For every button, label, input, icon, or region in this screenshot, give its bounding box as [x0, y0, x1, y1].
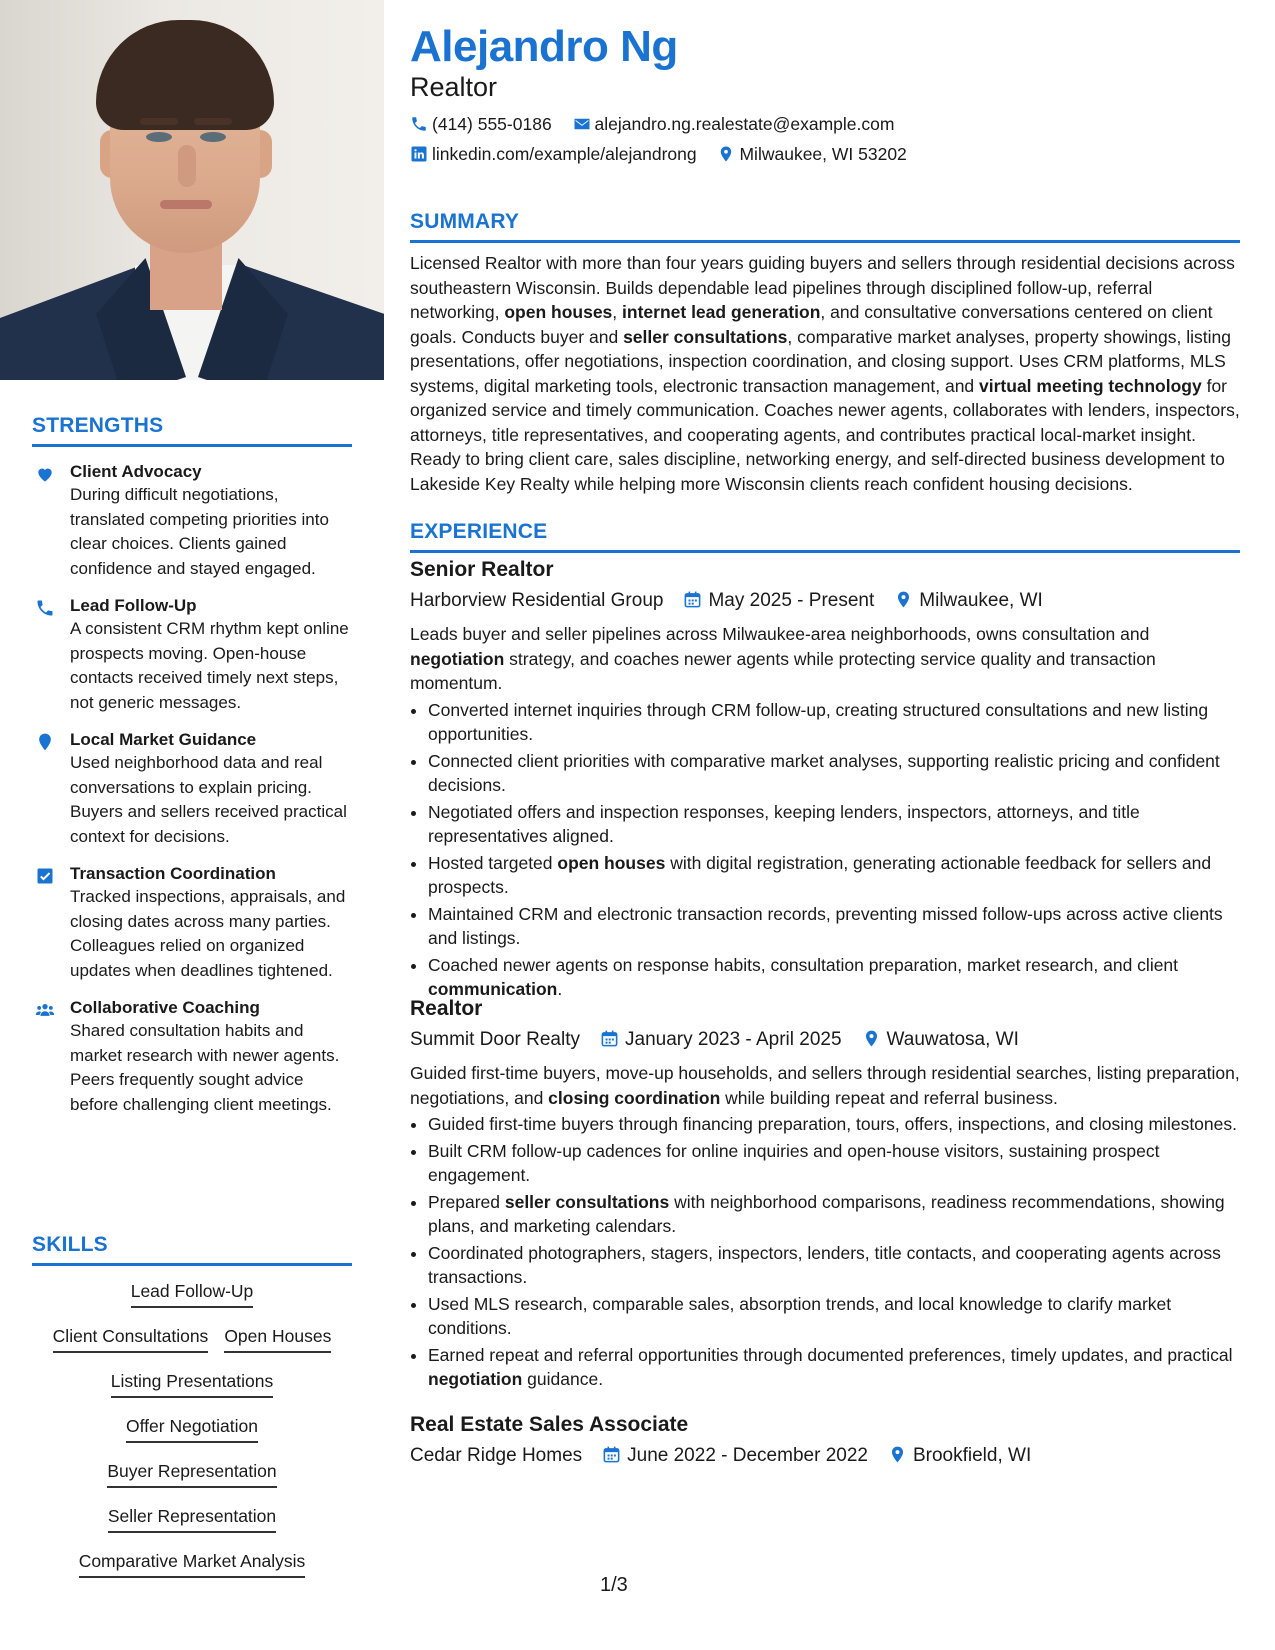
job-location: Brookfield, WI — [912, 1445, 1032, 1466]
job-title: Real Estate Sales Associate — [410, 1413, 689, 1436]
company-name: Harborview Residential Group — [410, 590, 664, 611]
text-run: Negotiated offers and inspection responses, keeping lenders, inspectors, attorneys, and title representatives aligned. — [428, 801, 1140, 846]
contact-row-1 — [410, 114, 910, 135]
strengths-list — [32, 461, 352, 1117]
bold-phrase: internet lead generation — [622, 302, 821, 322]
skill-tag: Buyer Representation — [107, 1460, 276, 1488]
bold-phrase: negotiation — [428, 1369, 523, 1389]
phone-item — [410, 114, 557, 134]
page-number: 1/3 — [600, 1574, 628, 1596]
skill-row — [32, 1460, 352, 1488]
strength-item — [32, 461, 352, 581]
bold-phrase: closing coordination — [548, 1087, 721, 1108]
strength-item — [32, 863, 352, 983]
strength-description: Used neighborhood data and real conversations to explain pricing. Buyers and sellers received practical context for decisions. — [70, 753, 347, 846]
job-location: Wauwatosa, WI — [886, 1029, 1019, 1050]
job-title: Senior Realtor — [410, 558, 554, 581]
text-run: Earned repeat and referral opportunities through documented preferences, timely updates, and practical — [428, 1344, 1233, 1365]
text-run: Built CRM follow-up cadences for online inquiries and open-house visitors, sustaining prospect engagement. — [428, 1140, 1160, 1185]
job-description — [410, 1061, 1240, 1110]
skill-row — [32, 1325, 352, 1353]
map-pin-icon — [717, 145, 735, 163]
skill-tag: Seller Representation — [108, 1505, 276, 1533]
list-item — [428, 1112, 1240, 1137]
skill-row — [32, 1415, 352, 1443]
job-dates: May 2025 - Present — [708, 590, 875, 611]
list-item — [428, 749, 1240, 798]
calendar-icon — [602, 1445, 621, 1464]
job-dates: June 2022 - December 2022 — [627, 1445, 868, 1466]
location-text: Milwaukee, WI 53202 — [739, 144, 907, 164]
sidebar — [0, 0, 384, 1650]
job-bullets — [410, 1112, 1240, 1392]
bold-phrase: communication — [428, 979, 558, 999]
text-run: Used MLS research, comparable sales, absorption trends, and local knowledge to clarify market conditions. — [428, 1293, 1172, 1338]
map-pin-icon — [888, 1445, 907, 1464]
candidate-role: Realtor — [410, 72, 498, 102]
text-run: , and consultative conversations centered on client goals. Conducts buyer and — [410, 302, 1213, 347]
strength-title: Lead Follow-Up — [70, 596, 197, 615]
job-dates: January 2023 - April 2025 — [625, 1029, 842, 1050]
experience-divider — [410, 550, 1240, 553]
job-meta — [410, 1029, 1240, 1051]
strength-title: Collaborative Coaching — [70, 998, 260, 1017]
list-item — [428, 851, 1240, 900]
text-run: with digital registration, generating actionable feedback for sellers and prospects. — [428, 852, 1212, 897]
checkbox-icon — [35, 866, 55, 886]
text-run: Converted internet inquiries through CRM follow-up, creating structured consultations and new listing opportunities. — [428, 699, 1209, 744]
job-entry — [410, 1413, 1240, 1467]
text-run: Guided first-time buyers, move-up households, and sellers through residential searches, listing preparation, negotiations, and — [410, 1063, 1240, 1108]
map-pin-icon — [35, 732, 55, 752]
skill-row — [32, 1505, 352, 1533]
list-item — [428, 1343, 1240, 1392]
skill-row — [32, 1550, 352, 1578]
strength-description: Tracked inspections, appraisals, and closing dates across many parties. Colleagues relied on organized updates when deadlines tightened. — [70, 887, 346, 980]
strength-description: A consistent CRM rhythm kept online prospects moving. Open-house contacts received timely next steps, not generic messages. — [70, 619, 349, 712]
skills-section — [32, 1233, 352, 1595]
text-run: strategy, and coaches newer agents while protecting service quality and transaction momentum. — [410, 648, 1156, 693]
bold-phrase: seller consultations — [623, 326, 788, 347]
company-name: Cedar Ridge Homes — [410, 1445, 583, 1466]
text-run: Licensed Realtor with more than four years guiding buyers and sellers through residential decisions across southeastern Wisconsin. Builds dependable lead pipelines through disciplined follow-up, referral networking, — [410, 253, 1235, 322]
job-location: Milwaukee, WI — [919, 590, 1043, 611]
phone-icon — [410, 115, 428, 133]
profile-photo — [0, 0, 384, 380]
email-text[interactable]: alejandro.ng.realestate@example.com — [594, 114, 895, 134]
job-title: Realtor — [410, 997, 483, 1020]
phone-icon — [35, 598, 55, 618]
skill-row — [32, 1370, 352, 1398]
strengths-title: STRENGTHS — [32, 414, 164, 437]
skills-title: SKILLS — [32, 1233, 108, 1256]
strength-title: Transaction Coordination — [70, 864, 276, 883]
text-run: while building repeat and referral business. — [720, 1087, 1058, 1108]
experience-title: EXPERIENCE — [410, 520, 548, 543]
calendar-icon — [683, 590, 702, 609]
text-run: Hosted targeted — [428, 852, 558, 873]
strength-title: Local Market Guidance — [70, 730, 257, 749]
list-item — [428, 698, 1240, 747]
map-pin-icon — [862, 1029, 881, 1048]
bold-phrase: seller consultations — [504, 1191, 670, 1212]
skill-tag: Client Consultations — [53, 1325, 209, 1353]
text-run: , — [612, 302, 623, 322]
text-run: . — [557, 979, 563, 999]
strength-description: During difficult negotiations, translated competing priorities into clear choices. Clients gained confidence and stayed engaged. — [70, 485, 329, 578]
skill-tag: Listing Presentations — [111, 1370, 273, 1398]
strength-description: Shared consultation habits and market research with newer agents. Peers frequently sought advice before challenging client meetings. — [70, 1021, 340, 1114]
list-item — [428, 1292, 1240, 1341]
users-icon — [35, 1000, 55, 1020]
text-run: Leads buyer and seller pipelines across Milwaukee-area neighborhoods, owns consultation and — [410, 624, 1150, 644]
candidate-name: Alejandro Ng — [410, 22, 678, 71]
skills-list — [32, 1280, 352, 1578]
text-run: for organized service and timely communication. Coaches newer agents, collaborates with lenders, inspectors, attorneys, title representatives, and cooperating agents, and contributes practical local-market insight. Ready to bring client care, sales discipline, networking energy, and self-directed business development to Lakeside Key Realty while helping more Wisconsin clients reach confident housing decisions. — [410, 375, 1240, 494]
list-item — [428, 1241, 1240, 1290]
job-entry — [410, 558, 1240, 1004]
text-run: Guided first-time buyers through financing preparation, tours, offers, inspections, and closing milestones. — [428, 1114, 1237, 1134]
text-run: Connected client priorities with comparative market analyses, supporting realistic pricing and confident decisions. — [428, 750, 1220, 795]
map-pin-icon — [894, 590, 913, 609]
job-entry — [410, 997, 1240, 1394]
calendar-icon — [600, 1029, 619, 1048]
job-description — [410, 622, 1240, 696]
strength-item — [32, 729, 352, 849]
job-meta — [410, 590, 1240, 612]
skill-row — [32, 1280, 352, 1308]
skill-tag: Open Houses — [224, 1325, 331, 1353]
linkedin-text[interactable]: linkedin.com/example/alejandrong — [432, 144, 697, 164]
summary-divider — [410, 240, 1240, 243]
summary-section — [410, 210, 1240, 496]
linkedin-item — [410, 144, 701, 164]
strengths-divider — [32, 444, 352, 447]
strength-item — [32, 595, 352, 715]
heart-icon — [35, 464, 55, 484]
bold-phrase: negotiation — [410, 648, 505, 669]
job-bullets — [410, 698, 1240, 1002]
list-item — [428, 902, 1240, 951]
summary-title: SUMMARY — [410, 210, 520, 233]
company-name: Summit Door Realty — [410, 1029, 580, 1050]
list-item — [428, 953, 1240, 1002]
text-run: Prepared — [428, 1191, 505, 1212]
list-item — [428, 1139, 1240, 1188]
strength-item — [32, 997, 352, 1117]
strengths-section — [32, 414, 352, 1117]
list-item — [428, 800, 1240, 849]
list-item — [428, 1190, 1240, 1239]
contact-row-2 — [410, 144, 923, 165]
location-item — [717, 144, 906, 164]
skill-tag: Lead Follow-Up — [131, 1280, 254, 1308]
text-run: Coordinated photographers, stagers, inspectors, lenders, title contacts, and cooperating agents across transactions. — [428, 1242, 1221, 1287]
summary-text — [410, 251, 1240, 496]
text-run: guidance. — [522, 1369, 604, 1389]
bold-phrase: virtual meeting technology — [979, 375, 1202, 396]
text-run: Maintained CRM and electronic transaction records, preventing missed follow-ups across active clients and listings. — [428, 903, 1223, 948]
skill-tag: Offer Negotiation — [126, 1415, 258, 1443]
skills-divider — [32, 1263, 352, 1266]
strength-title: Client Advocacy — [70, 462, 202, 481]
bold-phrase: open houses — [504, 302, 613, 322]
email-item — [573, 114, 895, 134]
phone-text[interactable]: (414) 555-0186 — [432, 114, 552, 134]
skill-tag: Comparative Market Analysis — [79, 1550, 306, 1578]
text-run: Coached newer agents on response habits, consultation preparation, market research, and client — [428, 954, 1179, 975]
experience-section — [410, 520, 1240, 553]
linkedin-icon — [410, 145, 428, 163]
job-meta — [410, 1445, 1240, 1467]
bold-phrase: open houses — [557, 852, 666, 873]
text-run: , comparative market analyses, property showings, listing presentations, offer negotiations, inspection coordination, and closing support. Uses CRM platforms, MLS systems, digital marketing tools, electronic transaction management, and — [410, 326, 1231, 396]
text-run: with neighborhood comparisons, readiness recommendations, showing plans, and marketing calendars. — [428, 1191, 1225, 1236]
envelope-icon — [573, 115, 591, 133]
